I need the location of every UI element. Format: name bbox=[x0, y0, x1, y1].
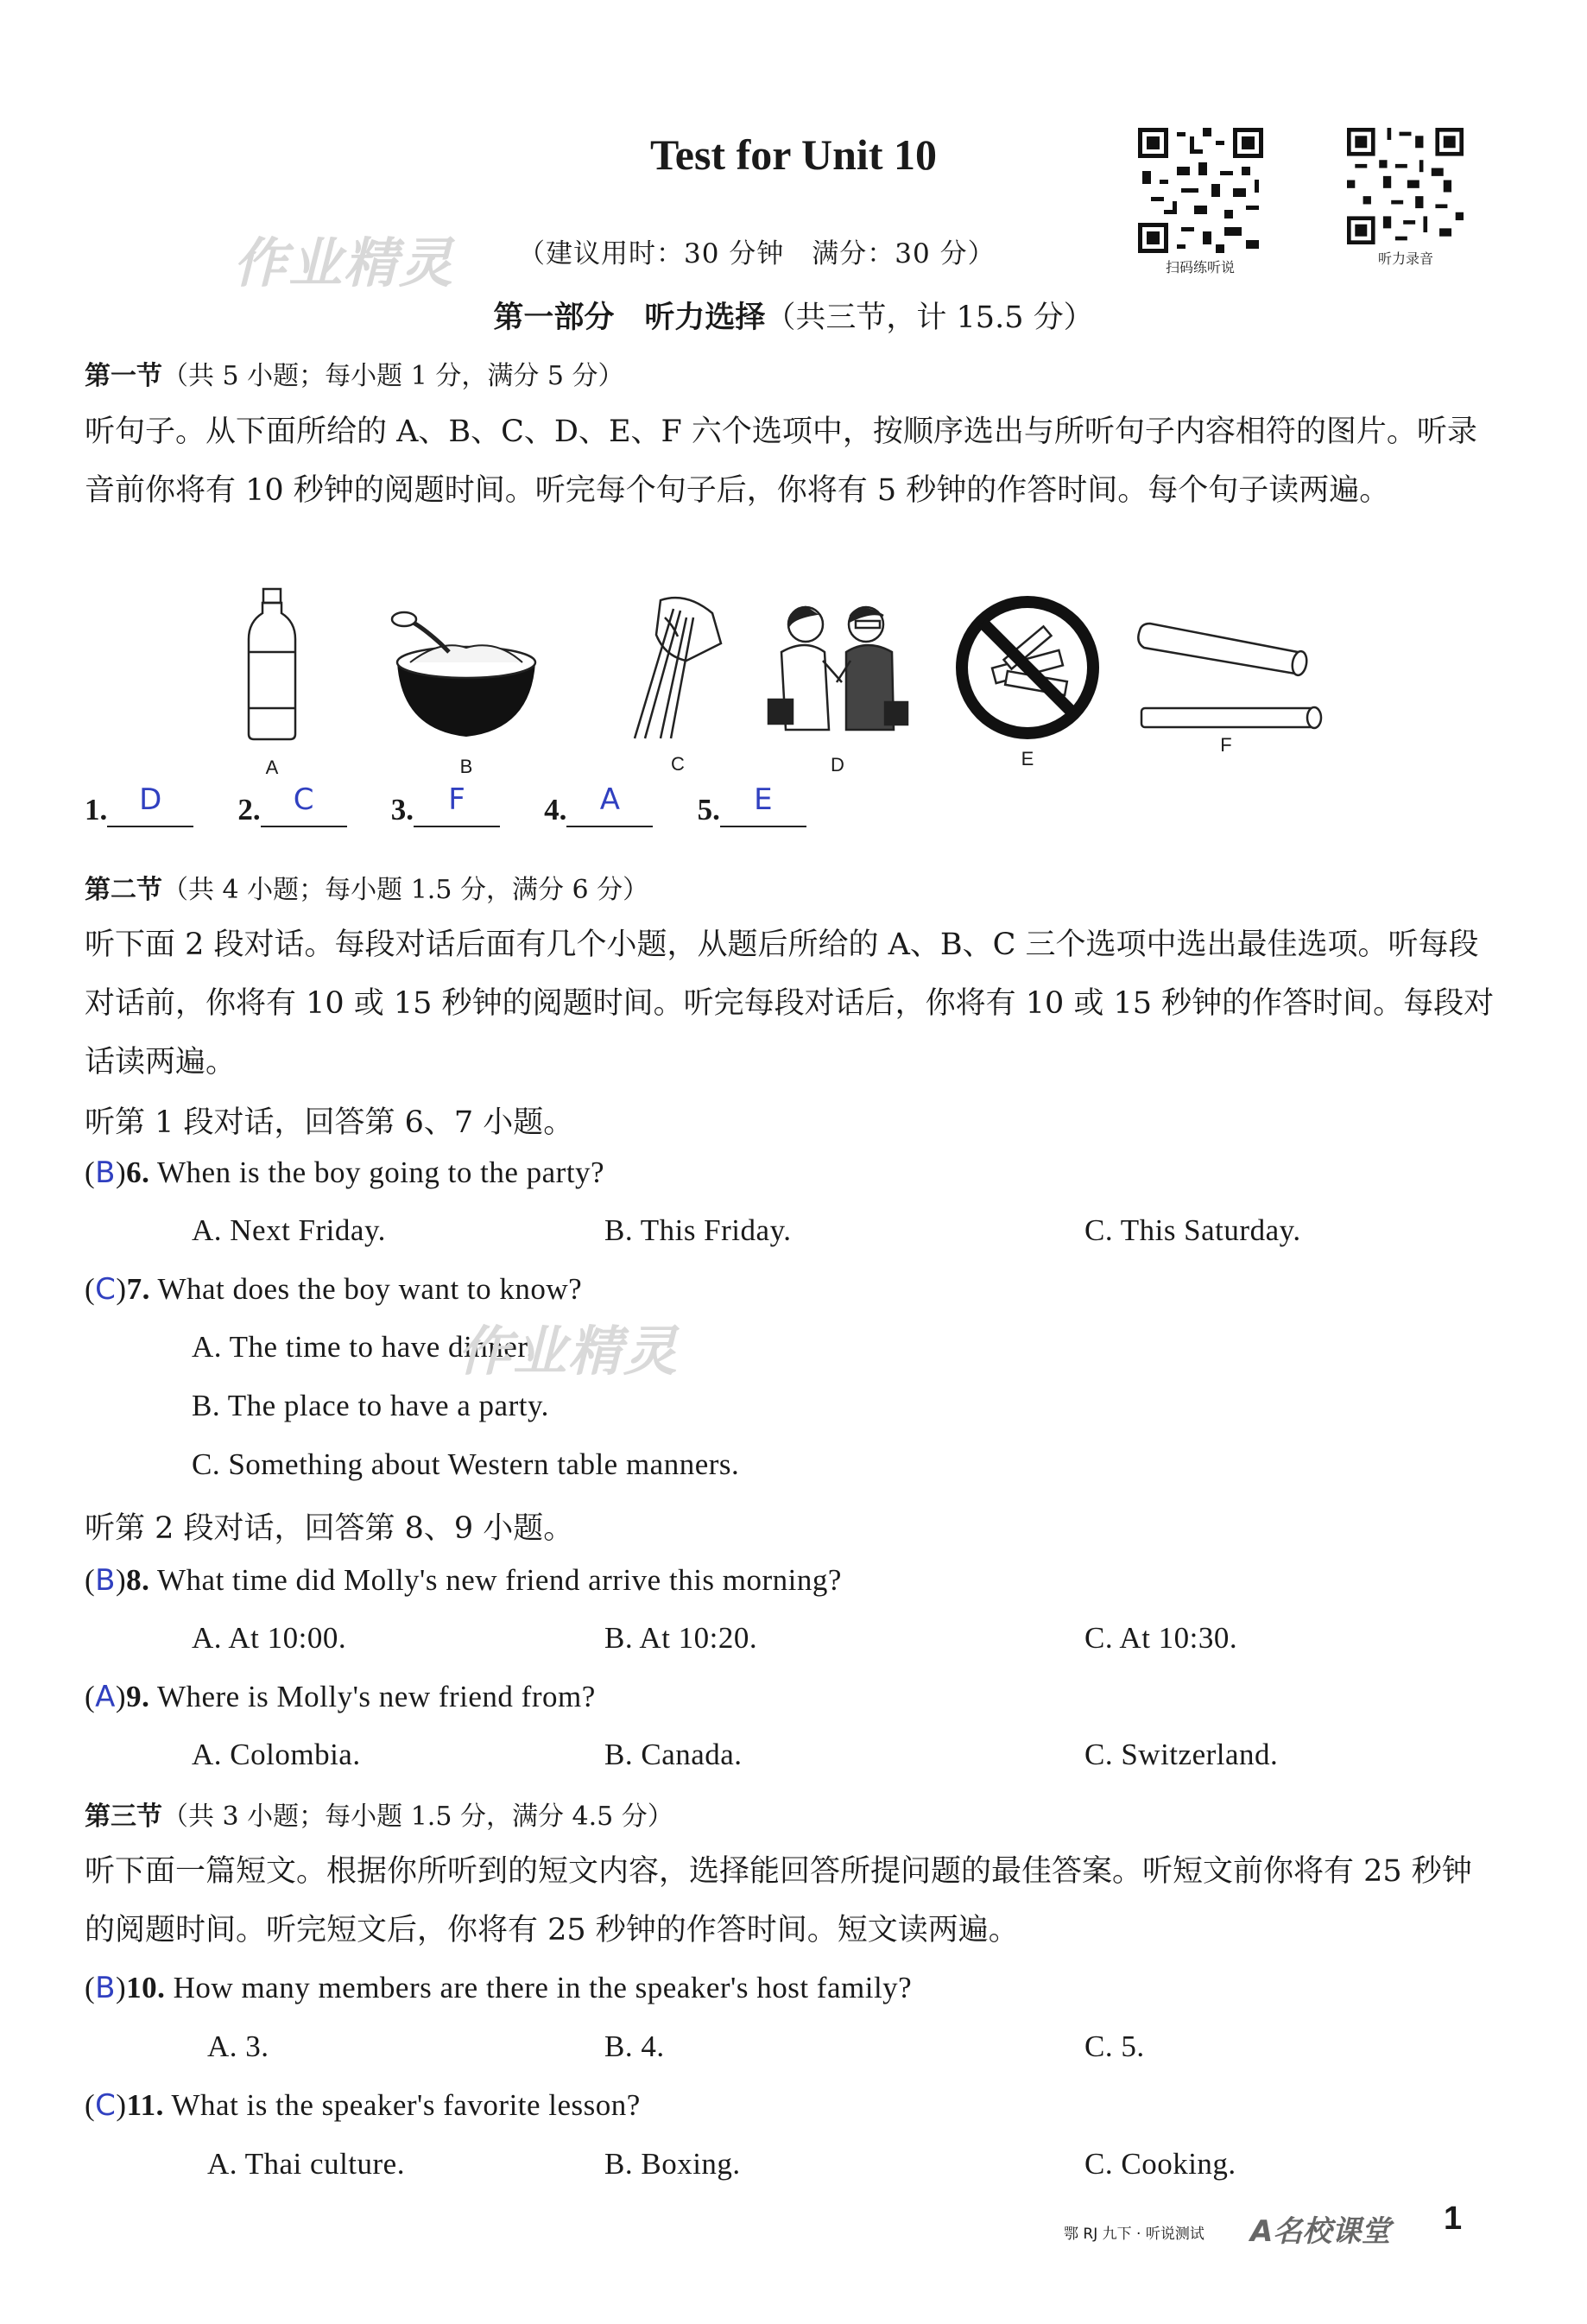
picture-f bbox=[1131, 613, 1330, 757]
question-text: How many members are there in the speaker's host family? bbox=[173, 1971, 913, 2004]
chopsticks-icon bbox=[626, 592, 730, 743]
question-8: (B)8. What time did Molly's new friend arrive this morning? bbox=[85, 1563, 842, 1598]
question-answer[interactable]: B bbox=[95, 1563, 116, 1598]
bottle-icon bbox=[242, 587, 302, 743]
option-c: C. Something about Western table manners. bbox=[192, 1447, 740, 1481]
picture-a bbox=[242, 587, 302, 779]
question-text: When is the boy going to the party? bbox=[157, 1156, 605, 1189]
question-text: What is the speaker's favorite lesson? bbox=[171, 2088, 641, 2122]
bowl-icon bbox=[389, 609, 544, 738]
picture-d bbox=[764, 600, 911, 776]
option-a: A. Colombia. bbox=[192, 1738, 361, 1771]
option-b: B. 4. bbox=[604, 2030, 665, 2063]
question-10: (B)10. How many members are there in the speaker's host family? bbox=[85, 1971, 913, 2005]
answer-num: 2. bbox=[237, 793, 261, 826]
option-a: A. The time to have dinner. bbox=[192, 1330, 534, 1364]
answer-num: 4. bbox=[544, 793, 567, 826]
option-b: B. Canada. bbox=[604, 1738, 743, 1771]
question-11: (C)11. What is the speaker's favorite lesson? bbox=[85, 2088, 641, 2123]
answer-blank-1[interactable] bbox=[107, 782, 193, 827]
answer-blank-2[interactable] bbox=[261, 782, 347, 827]
question-answer[interactable]: B bbox=[95, 1971, 116, 2005]
answer-num: 3. bbox=[390, 793, 414, 826]
dialog2-intro: 听第 2 段对话，回答第 8、9 小题。 bbox=[85, 1511, 574, 1546]
section2-title: 第二节 bbox=[85, 875, 162, 905]
question-answer[interactable]: C bbox=[95, 2088, 117, 2123]
answer-blank-4[interactable] bbox=[566, 782, 653, 827]
answer-num: 1. bbox=[85, 793, 108, 826]
watermark: 作业精灵 bbox=[233, 231, 455, 294]
question-num: 9. bbox=[126, 1680, 150, 1713]
question-num: 10. bbox=[126, 1971, 166, 2004]
option-a: A. Thai culture. bbox=[207, 2147, 405, 2181]
option-a: A. At 10:00. bbox=[192, 1621, 347, 1655]
picture-c bbox=[626, 592, 730, 776]
answer-value: A bbox=[599, 782, 621, 817]
question-text: What does the boy want to know? bbox=[157, 1272, 583, 1306]
option-a: A. Next Friday. bbox=[192, 1213, 386, 1247]
section1-title: 第一节 bbox=[85, 361, 162, 391]
option-b: B. This Friday. bbox=[604, 1213, 792, 1247]
qr-code-practice[interactable] bbox=[1138, 128, 1269, 276]
question-6: (B)6. When is the boy going to the party? bbox=[85, 1156, 605, 1190]
question-num: 8. bbox=[126, 1563, 150, 1597]
option-b: B. At 10:20. bbox=[604, 1621, 758, 1655]
question-num: 7. bbox=[126, 1272, 150, 1306]
question-7: (C)7. What does the boy want to know? bbox=[85, 1272, 583, 1307]
section3-heading bbox=[85, 1795, 673, 1833]
picture-b bbox=[389, 609, 544, 778]
brand-logo: A名校课堂 bbox=[1250, 2214, 1391, 2249]
section3-instructions: 听下面一篇短文。根据你所听到的短文内容，选择能回答所提问题的最佳答案。听短文前你将有 25 秒钟的阅题时间。听完短文后，你将有 25 秒钟的作答时间。短文读两遍。 bbox=[85, 1854, 1472, 1947]
section2-heading bbox=[85, 868, 648, 906]
part1-note: （共三节，计 15.5 分） bbox=[765, 301, 1094, 335]
qr-code-icon bbox=[1347, 128, 1464, 244]
subtitle: （建议用时：30 分钟 满分：30 分） bbox=[518, 238, 996, 269]
question-num: 6. bbox=[126, 1156, 150, 1189]
picture-label: A bbox=[265, 757, 279, 778]
answer-num: 5. bbox=[697, 793, 720, 826]
no-smoking-icon bbox=[954, 594, 1101, 741]
answer-value: D bbox=[139, 782, 162, 817]
question-text: Where is Molly's new friend from? bbox=[156, 1680, 596, 1713]
handshake-icon bbox=[764, 600, 911, 738]
section3-note: （共 3 小题；每小题 1.5 分，满分 4.5 分） bbox=[162, 1802, 673, 1832]
answer-blank-5[interactable] bbox=[720, 782, 806, 827]
option-c: C. Cooking. bbox=[1084, 2147, 1236, 2181]
answer-blank-3[interactable] bbox=[414, 782, 500, 827]
page-number: 1 bbox=[1444, 2201, 1463, 2237]
section3-title: 第三节 bbox=[85, 1802, 162, 1832]
picture-label: B bbox=[459, 756, 473, 777]
qr-code-audio[interactable] bbox=[1347, 128, 1475, 268]
part1-title: 第一部分 听力选择 bbox=[493, 301, 766, 335]
option-b: B. Boxing. bbox=[604, 2147, 741, 2181]
question-text: What time did Molly's new friend arrive this morning? bbox=[157, 1563, 842, 1597]
part1-heading bbox=[0, 294, 1587, 337]
section1-note: （共 5 小题；每小题 1 分，满分 5 分） bbox=[162, 361, 624, 391]
qr-code-icon bbox=[1138, 128, 1263, 253]
picture-label: E bbox=[1021, 748, 1034, 769]
section1-instructions: 听句子。从下面所给的 A、B、C、D、E、F 六个选项中，按顺序选出与所听句子内容相符的图片。听录音前你将有 10 秒钟的阅题时间。听完每个句子后，你将有 5 秒钟的作答时间。每个句子读两遍。 bbox=[85, 415, 1477, 508]
section2-note: （共 4 小题；每小题 1.5 分，满分 6 分） bbox=[162, 875, 649, 905]
watermark: 作业精灵 bbox=[458, 1320, 680, 1383]
answer-value: C bbox=[293, 782, 314, 817]
question-answer[interactable]: B bbox=[95, 1156, 116, 1190]
page-title: Test for Unit 10 bbox=[650, 130, 937, 179]
option-b: B. The place to have a party. bbox=[192, 1389, 549, 1422]
question-answer[interactable]: A bbox=[95, 1680, 116, 1714]
option-c: C. Switzerland. bbox=[1084, 1738, 1279, 1771]
question-answer[interactable]: C bbox=[95, 1272, 117, 1307]
question-num: 11. bbox=[126, 2088, 164, 2122]
picture-e bbox=[954, 594, 1101, 770]
answer-value: E bbox=[754, 782, 773, 817]
question-9: (A)9. Where is Molly's new friend from? bbox=[85, 1680, 596, 1714]
dialog1-intro: 听第 1 段对话，回答第 6、7 小题。 bbox=[85, 1105, 574, 1140]
section2-instructions: 听下面 2 段对话。每段对话后面有几个小题，从题后所给的 A、B、C 三个选项中选出最佳选项。听每段对话前，你将有 10 或 15 秒钟的阅题时间。听完每段对话后，你将有 10 或 15 秒钟的作答时间。每段对话读两遍。 bbox=[85, 928, 1495, 1080]
qr-label: 听力录音 bbox=[1377, 250, 1433, 267]
picture-label: F bbox=[1220, 734, 1232, 756]
qr-label: 扫码练听说 bbox=[1165, 259, 1235, 275]
picture-label: C bbox=[671, 753, 685, 775]
answer-row bbox=[85, 782, 806, 827]
answer-value: F bbox=[448, 782, 465, 817]
option-a: A. 3. bbox=[207, 2030, 269, 2063]
section1-heading bbox=[85, 354, 623, 392]
option-c: C. This Saturday. bbox=[1084, 1213, 1301, 1247]
footer-text: 鄂 RJ 九下 · 听说测试 bbox=[1064, 2226, 1204, 2243]
picture-label: D bbox=[831, 754, 844, 776]
option-c: C. 5. bbox=[1084, 2030, 1145, 2063]
option-c: C. At 10:30. bbox=[1084, 1621, 1238, 1655]
tubes-icon bbox=[1131, 613, 1330, 734]
